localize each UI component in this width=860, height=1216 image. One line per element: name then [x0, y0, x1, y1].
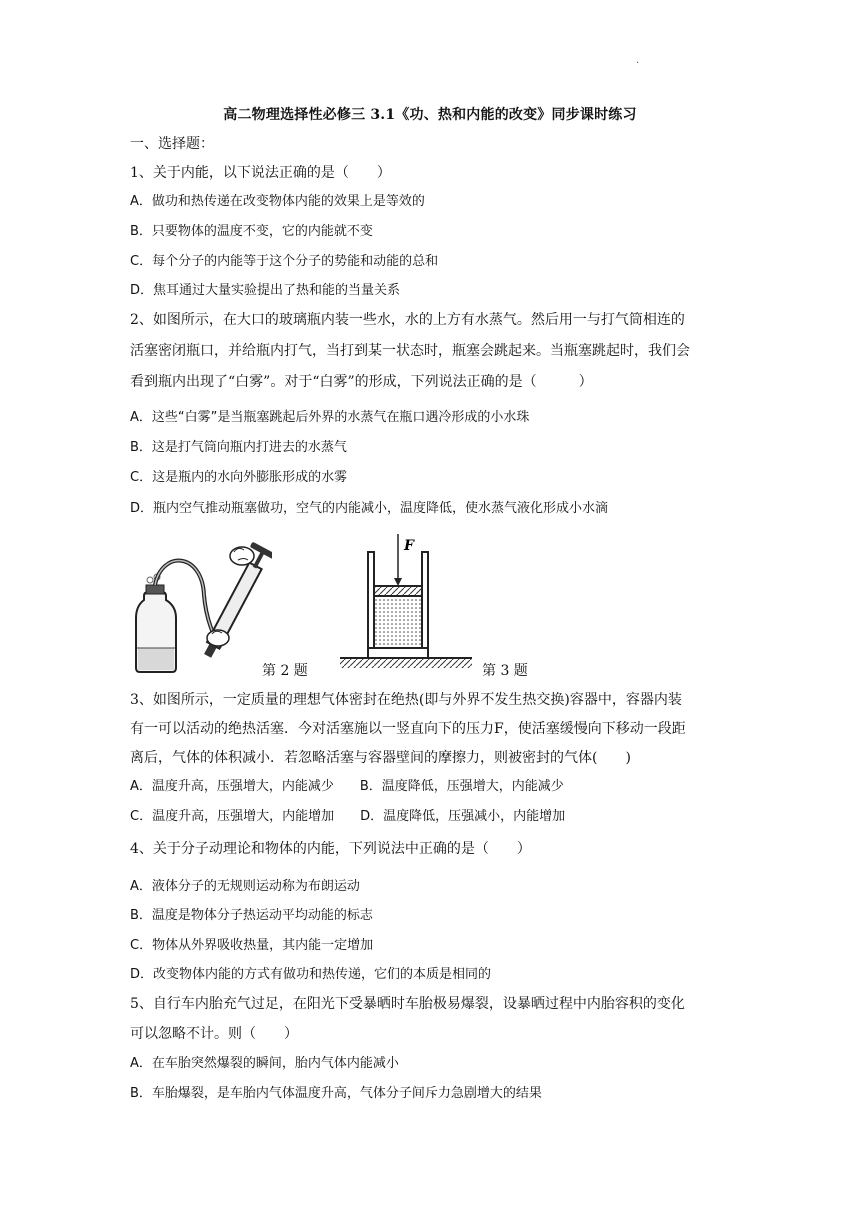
- q4-option-a: A．液体分子的无规则运动称为布朗运动: [130, 879, 360, 894]
- header-dot: ·: [636, 58, 640, 69]
- q3-options-cd: C．温度升高，压强增大，内能增加 D．温度降低，压强减小，内能增加: [130, 809, 566, 824]
- q5-option-a: A．在车胎突然爆裂的瞬间，胎内气体内能减小: [130, 1056, 399, 1071]
- q2-option-d: D．瓶内空气推动瓶塞做功，空气的内能减小，温度降低，使水蒸气液化形成小水滴: [130, 501, 609, 516]
- fig2-caption: 第 2 题: [262, 663, 308, 679]
- force-label: F: [404, 538, 414, 554]
- section-heading: 一、选择题：: [130, 136, 214, 152]
- q5-option-b: B．车胎爆裂，是车胎内气体温度升高，气体分子间斥力急剧增大的结果: [130, 1086, 542, 1101]
- q1-option-a: A．做功和热传递在改变物体内能的效果上是等效的: [130, 194, 425, 209]
- q5-stem-line-1: 5、自行车内胎充气过足，在阳光下受暴晒时车胎极易爆裂，设暴晒过程中内胎容积的变化: [130, 996, 685, 1012]
- q4-option-c: C．物体从外界吸收热量，其内能一定增加: [130, 938, 374, 953]
- q3-stem-line-2: 有一可以活动的绝热活塞．今对活塞施以一竖直向下的压力F，使活塞缓慢向下移动一段距: [130, 721, 686, 737]
- q2-option-c: C．这是瓶内的水向外膨胀形成的水雾: [130, 470, 348, 485]
- q1-option-b: B．只要物体的温度不变，它的内能就不变: [130, 224, 373, 239]
- q2-stem-line-3: 看到瓶内出现了“白雾”。对于“白雾”的形成，下列说法正确的是（ ）: [130, 374, 593, 390]
- fig3-caption: 第 3 题: [482, 663, 528, 679]
- q4-option-d: D．改变物体内能的方式有做功和热传递，它们的本质是相同的: [130, 967, 492, 982]
- q5-stem-line-2: 可以忽略不计。则（ ）: [130, 1026, 298, 1042]
- q1-option-c: C．每个分子的内能等于这个分子的势能和动能的总和: [130, 254, 439, 269]
- q4-stem: 4、关于分子动理论和物体的内能，下列说法中正确的是（ ）: [130, 841, 531, 857]
- q3-stem-line-3: 离后，气体的体积减小．若忽略活塞与容器壁间的摩擦力，则被密封的气体( ): [130, 750, 631, 766]
- q3-stem-line-1: 3、如图所示，一定质量的理想气体密封在绝热(即与外界不发生热交换)容器中，容器内装: [130, 692, 682, 708]
- q1-option-d: D．焦耳通过大量实验提出了热和能的当量关系: [130, 283, 401, 298]
- q2-stem-line-2: 活塞密闭瓶口，并给瓶内打气，当打到某一状态时，瓶塞会跳起来。当瓶塞跳起时，我们会: [130, 343, 690, 359]
- bottle-pump-figure: [132, 540, 272, 676]
- q1-stem: 1、关于内能，以下说法正确的是（ ）: [130, 165, 391, 181]
- piston-container-figure: [338, 534, 474, 674]
- q2-option-a: A．这些“白雾”是当瓶塞跳起后外界的水蒸气在瓶口遇冷形成的小水珠: [130, 410, 530, 425]
- q3-options-ab: A．温度升高，压强增大，内能减少 B．温度降低，压强增大，内能减少: [130, 779, 564, 794]
- page-title: 高二物理选择性必修三 3.1《功、热和内能的改变》同步课时练习: [223, 107, 637, 123]
- q4-option-b: B．温度是物体分子热运动平均动能的标志: [130, 908, 373, 923]
- q2-stem-line-1: 2、如图所示，在大口的玻璃瓶内装一些水，水的上方有水蒸气。然后用一与打气筒相连的: [130, 312, 685, 328]
- q2-option-b: B．这是打气筒向瓶内打进去的水蒸气: [130, 440, 347, 455]
